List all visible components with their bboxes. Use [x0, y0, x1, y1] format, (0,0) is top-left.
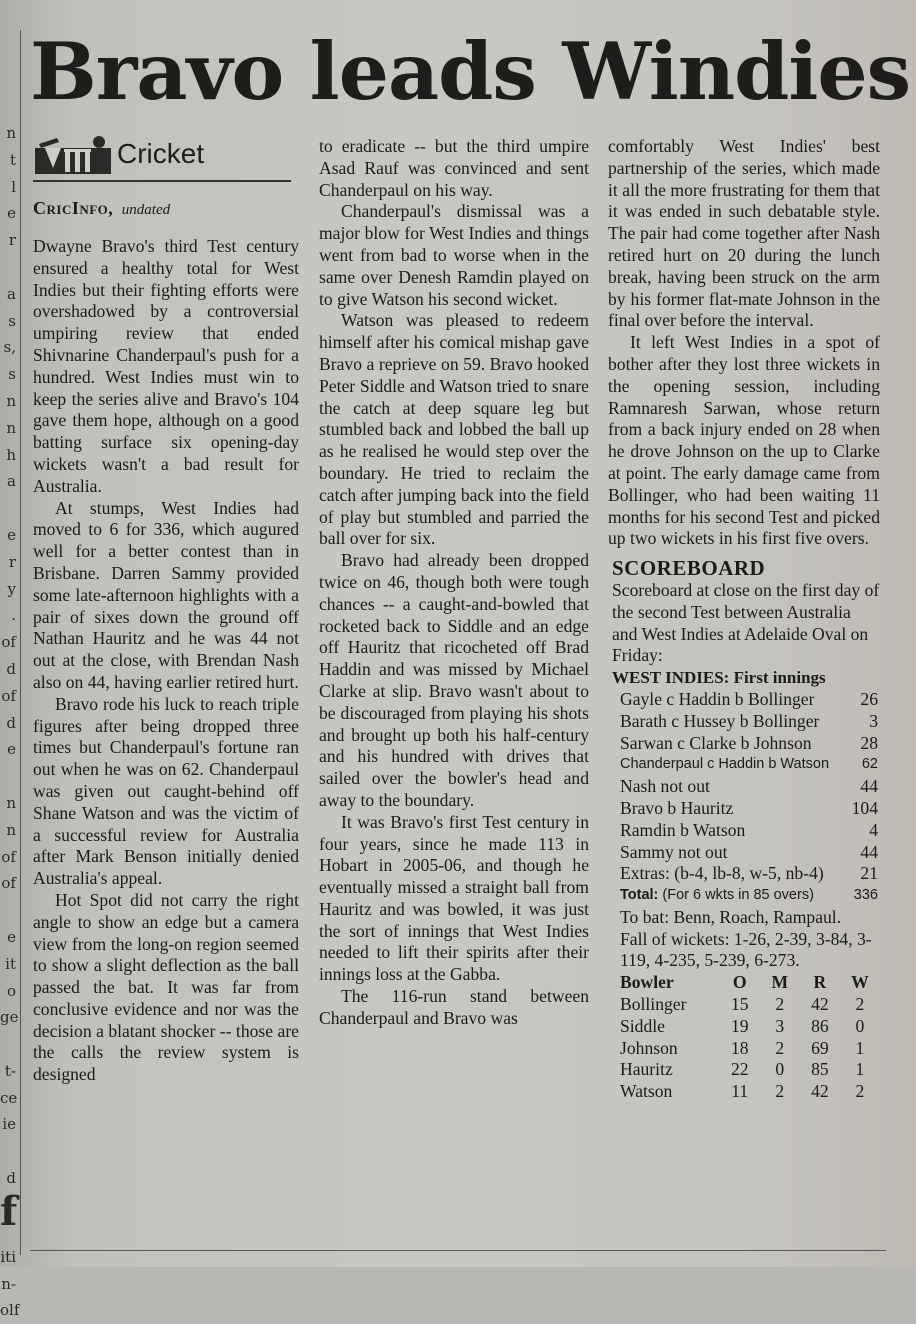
edge-fragment: e: [7, 204, 16, 223]
edge-fragment: s: [8, 311, 16, 330]
paragraph: Watson was pleased to redeem himself after his comical mishap gave Bravo a reprieve on 59. Bravo hooked Peter Siddle and Watson tried to snare the catch at deep square leg but stumbled back and lobbed the ball up as he realised he would step over the boundary. He tried to reclaim the catch after jumping back into the field of play but stumbled and parried the ball over for six.: [319, 310, 589, 549]
bowling-header: Bowler O M R W: [620, 972, 869, 993]
scoreboard-title: SCOREBOARD: [612, 556, 766, 581]
edge-fragment: a: [7, 472, 16, 491]
paragraph: Hot Spot did not carry the right angle to show an edge but a camera view from the long-on region seemed to show a slight deflection as the ball passed the bat. It was far from conclusive evidence and nor was the decision a blatant shocker -- those are the calls the review system is designed: [33, 889, 299, 1085]
paragraph: Dwayne Bravo's third Test century ensured a healthy total for West Indies but their fighting efforts were overshadowed by a controversial umpiring review that ended Shivnarine Chanderpaul's push for a hundred. West Indies must win to keep the series alive and Bravo's 104 gave them hope, although on a good batting surface six opening-day wickets wasn't a bad result for Australia.: [33, 236, 299, 496]
edge-fragment: of: [1, 686, 16, 705]
edge-fragment: n: [6, 793, 16, 812]
edge-fragment: s: [8, 365, 16, 384]
batting-row: Chanderpaul c Haddin b Watson 62: [620, 756, 878, 773]
edge-fragment: olf: [0, 1301, 20, 1320]
batting-row: Sarwan c Clarke b Johnson 28: [620, 732, 878, 753]
byline: [33, 198, 170, 219]
bowling-card: [608, 972, 880, 1103]
paragraph: It was Bravo's first Test century in four years, since he made 113 in Hobart in 2005-06, and though he eventually missed a straight ball from Hauritz and was bowled, it was just the sort of innings that West Indies needed to lift their spirits after their innings loss at the Gabba.: [319, 811, 589, 985]
byline-date: undated: [121, 202, 171, 218]
edge-fragment: e: [7, 525, 16, 544]
edge-fragment: t-: [4, 1061, 16, 1080]
edge-fragment: n: [6, 124, 16, 142]
batting-row: Nash not out 44: [620, 776, 878, 797]
edge-fragment: r: [8, 231, 16, 250]
edge-fragment: [0, 1138, 18, 1165]
paragraph: Chanderpaul's dismissal was a major blow for West Indies and things went from bad to worse when in the same over Denesh Ramdin played on to give Watson his second wicket.: [319, 201, 589, 309]
edge-fragment: d: [6, 1169, 16, 1188]
edge-fragment: s,: [3, 338, 16, 357]
scoreboard-intro: Scoreboard at close on the first day of the second Test between Australia and West Indies at Adelaide Oval on Friday:: [612, 579, 880, 666]
edge-fragment: [0, 1031, 18, 1058]
edge-fragment: a: [7, 284, 16, 303]
bowling-row: Siddle 19 3 86 0: [620, 1015, 865, 1036]
edge-fragment: d: [6, 659, 16, 678]
batting-row: Gayle c Haddin b Bollinger 26: [620, 688, 878, 709]
paragraph: comfortably West Indies' best partnership of the series, which made it all the more frustrating for them that it was ended in such debatable style. The pair had come together after Nash retired hurt on 20 during the lunch break, having been struck on the arm by his former flat-mate Johnson in the final over before the interval.: [608, 136, 880, 331]
edge-fragment: [0, 495, 18, 522]
article-column-1: [33, 236, 299, 1086]
article-column-2: [319, 136, 589, 1030]
edge-fragment: n: [6, 391, 16, 410]
column-divider: [20, 30, 21, 1255]
edge-fragment: ie: [2, 1115, 16, 1134]
edge-fragment: n: [6, 820, 16, 839]
total-row: Total: (For 6 wkts in 85 overs) 336: [620, 887, 878, 904]
edge-fragment: d: [6, 713, 16, 732]
adjacent-column-fragment: [0, 120, 20, 1320]
batting-row: Barath c Hussey b Bollinger 3: [620, 710, 878, 731]
section-header: [33, 128, 291, 182]
edge-fragment: ge: [0, 1008, 19, 1027]
cricket-logo-icon: [35, 134, 111, 174]
batting-row: Sammy not out 44: [620, 841, 878, 862]
edge-fragment: y: [7, 579, 16, 598]
edge-fragment: iti: [0, 1247, 16, 1266]
paragraph: At stumps, West Indies had moved to 6 for 336, which augured well for a better contest than in Brisbane. Darren Sammy provided some late-afternoon highlights with a pair of sixes down the ground off Nathan Hauritz and he was 44 not out at the close, with Brendan Nash also on 44, having earlier retired hurt.: [33, 497, 299, 692]
article-column-3: [608, 136, 880, 1103]
edge-fragment: .: [11, 606, 16, 625]
edge-fragment: e: [7, 927, 16, 946]
edge-fragment: f: [0, 1187, 18, 1235]
page-bottom-rule: [30, 1250, 886, 1251]
edge-fragment: r: [8, 552, 16, 571]
innings-label: WEST INDIES: First innings: [612, 668, 826, 688]
fall-of-wickets: Fall of wickets: 1-26, 2-39, 3-84, 3-119, 4-235, 5-239, 6-273.: [620, 928, 872, 971]
edge-fragment: ce: [0, 1088, 18, 1107]
paragraph: Bravo rode his luck to reach triple figures after being dropped three times but Chanderpaul's fortune ran out when he was on 62. Chanderpaul was given out caught-behind off Shane Watson and was the victim of a successful review for Australia after Mark Benson initially denied Australia's appeal.: [33, 693, 299, 889]
batting-card: [608, 689, 880, 907]
bowling-row: Hauritz 22 0 85 1: [620, 1059, 865, 1080]
paragraph: Bravo had already been dropped twice on 46, though both were tough chances -- a caught-and-bowled that rocketed back to Siddle and an edge off Hauritz that ricocheted off Brad Haddin and was missed by Michael Clarke at slip. Bravo wasn't about to be discouraged from playing his shots and brought up both his half-century and his hundred with drives that sailed over the bowler's head and away to the boundary.: [319, 550, 589, 810]
edge-fragment: h: [6, 445, 16, 464]
byline-source: CricInfo,: [33, 198, 114, 218]
paragraph: to eradicate -- but the third umpire Asad Rauf was convinced and sent Chanderpaul on his way.: [319, 136, 589, 200]
paragraph: The 116-run stand between Chanderpaul and Bravo was: [319, 986, 589, 1028]
bowling-row: Johnson 18 2 69 1: [620, 1037, 865, 1058]
edge-fragment: it: [5, 954, 16, 973]
edge-fragment: n: [6, 418, 16, 437]
edge-fragment: t: [9, 150, 16, 169]
edge-fragment: o: [6, 981, 16, 1000]
headline: Bravo leads Windies: [30, 25, 911, 118]
edge-fragment: of: [1, 847, 16, 866]
edge-fragment: of: [1, 633, 16, 652]
batting-row: Ramdin b Watson 4: [620, 819, 878, 840]
bowling-row: Bollinger 15 2 42 2: [620, 994, 865, 1015]
edge-fragment: l: [11, 177, 16, 196]
edge-fragment: [0, 897, 18, 924]
bowling-row: Watson 11 2 42 2: [620, 1081, 865, 1102]
edge-fragment: [0, 254, 18, 281]
paragraph: It left West Indies in a spot of bother after they lost three wickets in the opening session, including Ramnaresh Sarwan, whose return from a back injury ended on 28 when he drove Johnson on the up to Clarke at point. The early damage came from Bollinger, who had been waiting 11 months for his second Test and picked up two wickets in his first five overs.: [608, 332, 880, 549]
to-bat: To bat: Benn, Roach, Rampaul.: [620, 906, 842, 927]
edge-fragment: of: [1, 874, 16, 893]
edge-fragment: e: [7, 740, 16, 759]
edge-fragment: [0, 763, 18, 790]
edge-fragment: n-: [1, 1274, 16, 1293]
section-label: Cricket: [117, 138, 205, 169]
extras-row: Extras: (b-4, lb-8, w-5, nb-4) 21: [620, 863, 878, 884]
batting-row: Bravo b Hauritz 104: [620, 797, 878, 818]
